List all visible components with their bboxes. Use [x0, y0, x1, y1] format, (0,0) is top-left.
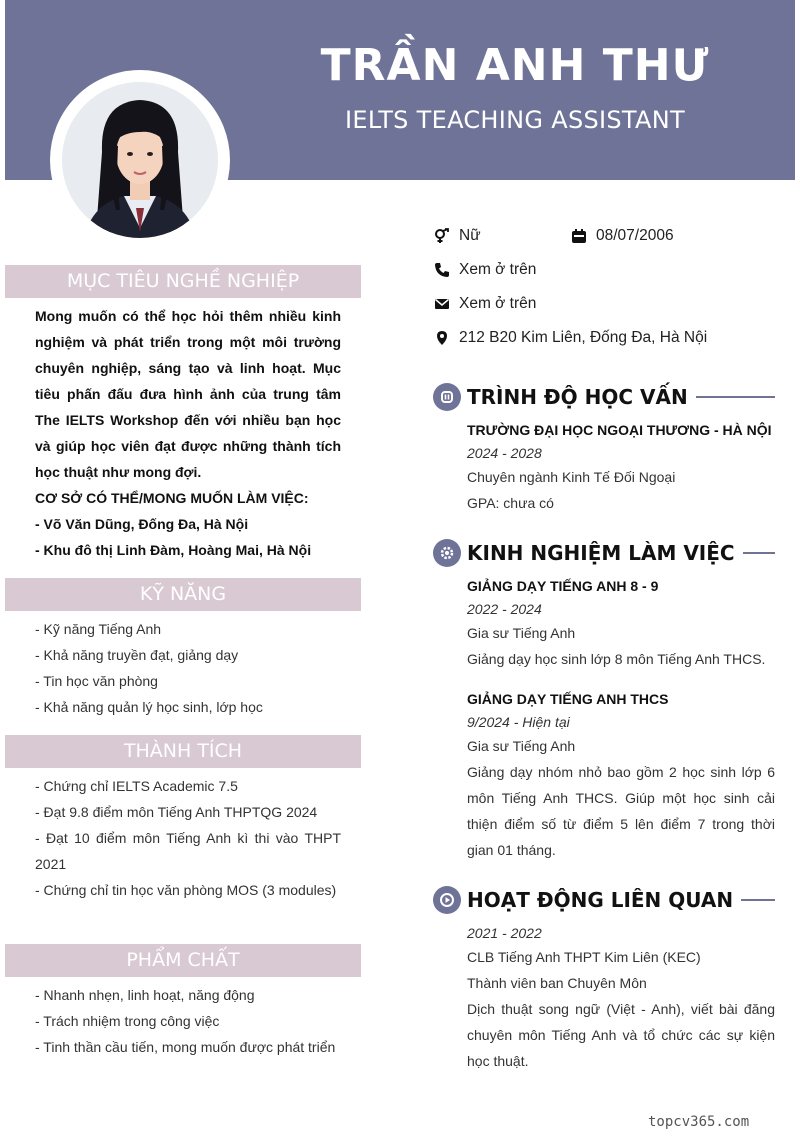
list-item: - Tinh thần cầu tiến, mong muốn được phát triển: [35, 1039, 336, 1055]
experience-heading-row: [433, 538, 775, 568]
achievements-list: [35, 773, 341, 903]
education-gpa: GPA: chưa có: [467, 495, 554, 511]
qualities-list: [35, 982, 341, 1060]
experience-job-2: [467, 687, 775, 863]
phone-value: Xem ở trên: [459, 261, 537, 278]
education-block: [467, 418, 775, 516]
calendar-icon: [570, 227, 588, 245]
section-divider: [741, 899, 775, 901]
list-item: - Đạt 9.8 điểm môn Tiếng Anh THPTQG 2024: [35, 804, 318, 820]
birthday-value: 08/07/2006: [596, 227, 674, 244]
school-name: TRƯỜNG ĐẠI HỌC NGOẠI THƯƠNG - HÀ NỘI: [467, 422, 772, 438]
section-divider: [696, 396, 775, 398]
activities-block: [467, 922, 775, 1074]
phone-icon: [433, 261, 451, 279]
objective-text: Mong muốn có thể học hỏi thêm nhiều kinh nghiệm và phát triển trong một môi trường chuyên nghiệp, sáng tạo và linh hoạt. Mục tiêu phấn đấu đưa hình ảnh của trung tâm The IELTS Workshop đến với nhiều bạn học và giúp học viên đạt được những thành tích học thuật như mong đợi.: [35, 308, 341, 480]
candidate-name: TRẦN ANH THƯ: [320, 40, 710, 91]
objective-heading: MỤC TIÊU NGHỀ NGHIỆP: [5, 265, 361, 298]
activity-period: 2021 - 2022: [467, 925, 542, 941]
list-item: - Đạt 10 điểm môn Tiếng Anh kì thi vào THPT 2021: [35, 830, 341, 872]
address-value: 212 B20 Kim Liên, Đống Đa, Hà Nội: [459, 329, 708, 346]
qualities-heading: PHẨM CHẤT: [5, 944, 361, 977]
objective-section: [35, 303, 341, 563]
activity-role: Thành viên ban Chuyên Môn: [467, 975, 647, 991]
education-heading: TRÌNH ĐỘ HỌC VẤN: [467, 385, 688, 409]
birthday-row: [570, 227, 674, 245]
location-pin-icon: [433, 329, 451, 347]
activities-heading-row: [433, 885, 775, 915]
email-row: [433, 295, 536, 313]
education-major: Chuyên ngành Kinh Tế Đối Ngoại: [467, 469, 676, 485]
experience-heading: KINH NGHIỆM LÀM VIỆC: [467, 541, 735, 565]
list-item: - Kỹ năng Tiếng Anh: [35, 621, 162, 637]
skills-heading: KỸ NĂNG: [5, 578, 361, 611]
workplace-item: - Khu đô thị Linh Đàm, Hoàng Mai, Hà Nội: [35, 542, 312, 558]
education-period: 2024 - 2028: [467, 445, 542, 461]
education-icon: [433, 383, 461, 411]
list-item: - Trách nhiệm trong công việc: [35, 1013, 220, 1029]
activities-heading: HOẠT ĐỘNG LIÊN QUAN: [467, 888, 734, 912]
activity-icon: [433, 886, 461, 914]
job-description: Giảng dạy học sinh lớp 8 môn Tiếng Anh THCS.: [467, 651, 766, 667]
job-description: Giảng dạy nhóm nhỏ bao gồm 2 học sinh lớp 6 môn Tiếng Anh THCS. Giúp một học sinh cải thiện điểm số từ điểm 5 lên điểm 7 trong thời gian 01 tháng.: [467, 764, 775, 858]
workplace-item: - Võ Văn Dũng, Đống Đa, Hà Nội: [35, 516, 249, 532]
candidate-title: IELTS TEACHING ASSISTANT: [345, 106, 685, 134]
gender-row: [433, 227, 481, 245]
email-icon: [433, 295, 451, 313]
section-divider: [743, 552, 775, 554]
job-title: GIẢNG DẠY TIẾNG ANH THCS: [467, 691, 669, 707]
list-item: - Khả năng quản lý học sinh, lớp học: [35, 699, 263, 715]
activity-org: CLB Tiếng Anh THPT Kim Liên (KEC): [467, 949, 701, 965]
job-role: Gia sư Tiếng Anh: [467, 625, 576, 641]
phone-row: [433, 261, 536, 279]
job-title: GIẢNG DẠY TIẾNG ANH 8 - 9: [467, 578, 659, 594]
education-heading-row: [433, 382, 775, 412]
address-row: [433, 329, 707, 347]
experience-icon: [433, 539, 461, 567]
list-item: - Tin học văn phòng: [35, 673, 158, 689]
job-period: 2022 - 2024: [467, 601, 542, 617]
gender-icon: [433, 227, 451, 245]
avatar: [62, 82, 218, 238]
email-value: Xem ở trên: [459, 295, 537, 312]
achievements-heading: THÀNH TÍCH: [5, 735, 361, 768]
skills-list: [35, 616, 341, 720]
list-item: - Chứng chỉ IELTS Academic 7.5: [35, 778, 238, 794]
list-item: - Khả năng truyền đạt, giảng dạy: [35, 647, 239, 663]
list-item: - Nhanh nhẹn, linh hoạt, năng động: [35, 987, 255, 1003]
job-period: 9/2024 - Hiện tại: [467, 714, 570, 730]
gender-value: Nữ: [459, 227, 481, 244]
list-item: - Chứng chỉ tin học văn phòng MOS (3 modules): [35, 882, 337, 898]
experience-job-1: [467, 574, 775, 672]
activity-description: Dịch thuật song ngữ (Việt - Anh), viết bài đăng chuyên môn Tiếng Anh và tổ chức các sự kiện học thuật.: [467, 1001, 775, 1069]
workplaces-label: CƠ SỞ CÓ THỂ/MONG MUỐN LÀM VIỆC:: [35, 490, 309, 506]
job-role: Gia sư Tiếng Anh: [467, 738, 576, 754]
footer-watermark: topcv365.com: [648, 1114, 750, 1130]
